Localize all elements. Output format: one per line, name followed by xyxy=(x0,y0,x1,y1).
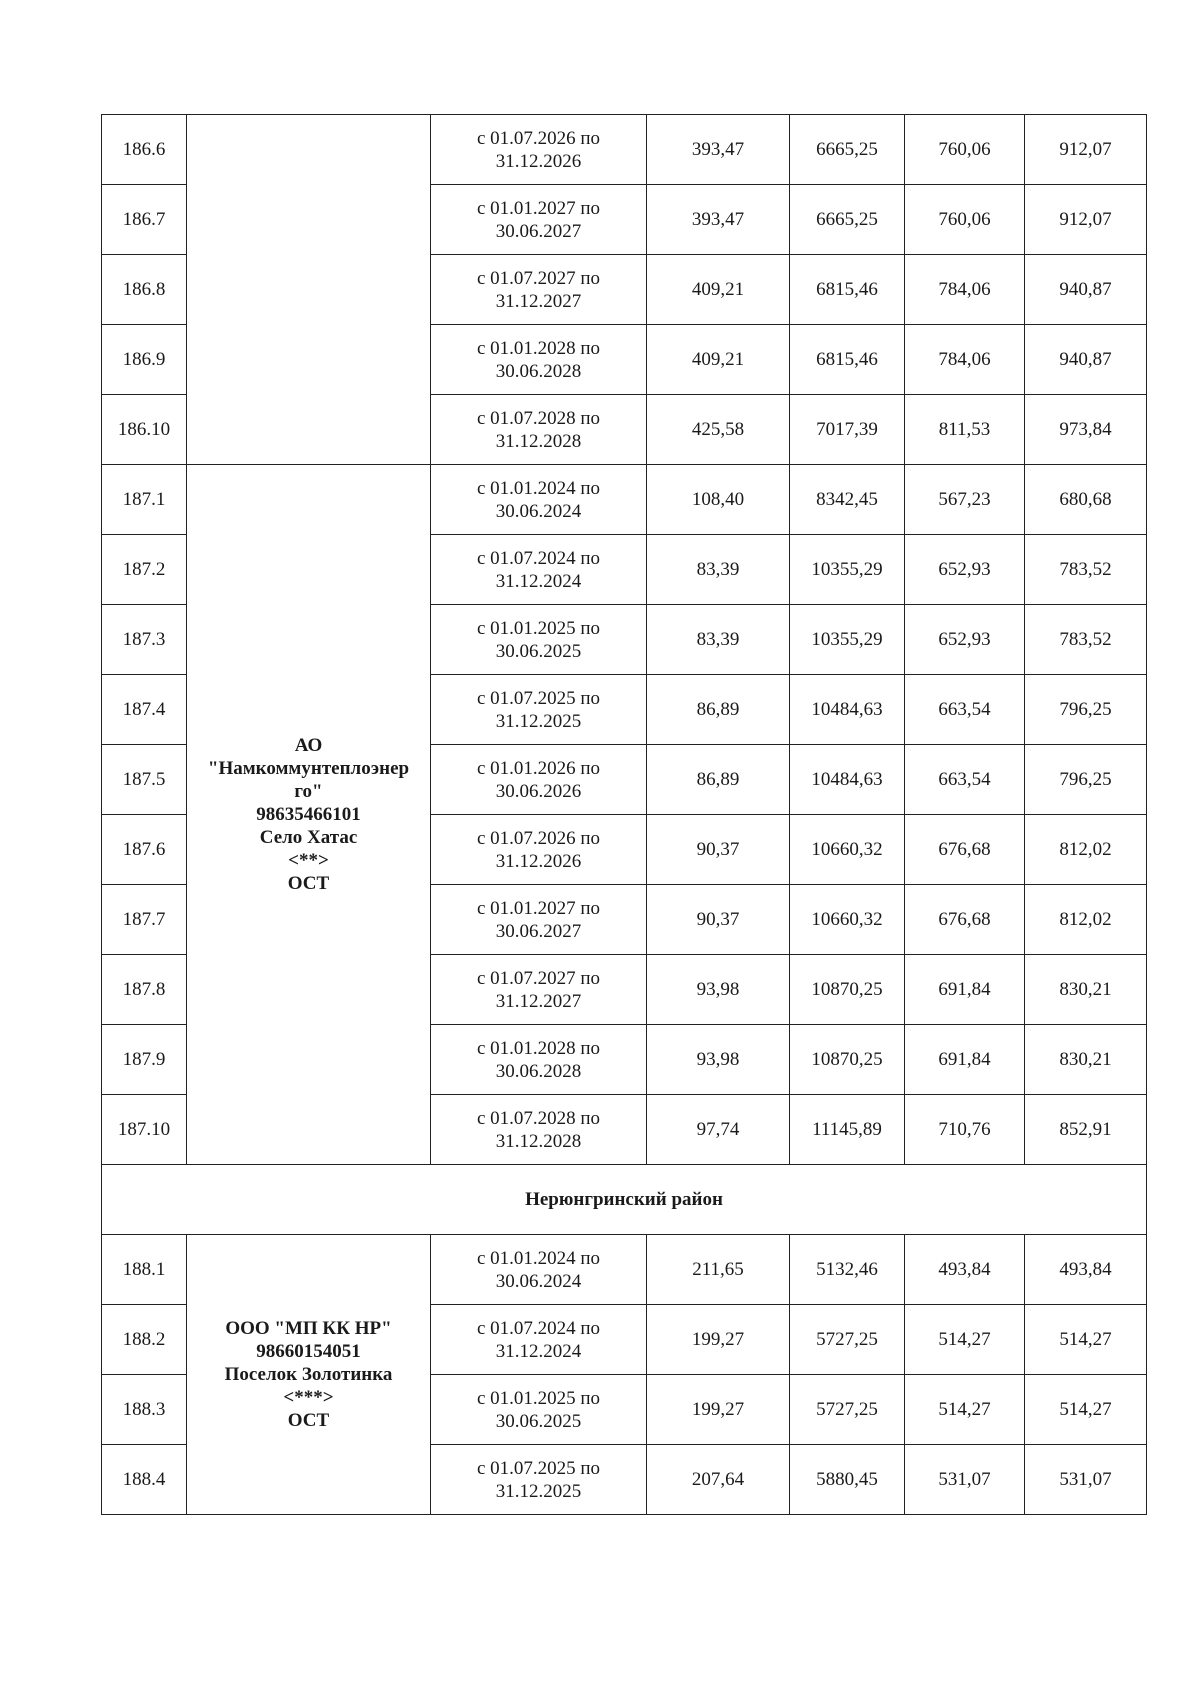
period-cell xyxy=(431,955,647,1025)
period-end: 31.12.2025 xyxy=(495,1480,582,1502)
period-cell xyxy=(431,255,647,325)
value-cell-3: 811,53 xyxy=(905,395,1025,465)
value-cell-2: 11145,89 xyxy=(790,1095,905,1165)
period-cell xyxy=(431,1305,647,1375)
period-start: с 01.01.2025 по xyxy=(476,617,601,639)
row-number: 187.3 xyxy=(102,605,187,675)
value-cell-4: 812,02 xyxy=(1025,815,1147,885)
value-cell-1: 83,39 xyxy=(647,605,790,675)
value-cell-1: 86,89 xyxy=(647,675,790,745)
value-cell-4: 514,27 xyxy=(1025,1305,1147,1375)
value-cell-3: 691,84 xyxy=(905,1025,1025,1095)
row-number: 188.1 xyxy=(102,1235,187,1305)
value-cell-1: 393,47 xyxy=(647,115,790,185)
organization-line: 98635466101 xyxy=(256,804,361,825)
organization-line: ОСТ xyxy=(287,873,330,894)
value-cell-3: 652,93 xyxy=(905,535,1025,605)
value-cell-4: 852,91 xyxy=(1025,1095,1147,1165)
value-cell-2: 6665,25 xyxy=(790,115,905,185)
value-cell-4: 912,07 xyxy=(1025,185,1147,255)
value-cell-1: 409,21 xyxy=(647,325,790,395)
value-cell-1: 207,64 xyxy=(647,1445,790,1515)
value-cell-1: 90,37 xyxy=(647,815,790,885)
section-row xyxy=(102,1165,1147,1235)
row-number: 187.10 xyxy=(102,1095,187,1165)
period-start: с 01.01.2024 по xyxy=(476,477,601,499)
period-start: с 01.01.2028 по xyxy=(476,1037,601,1059)
period-cell xyxy=(431,1025,647,1095)
value-cell-4: 830,21 xyxy=(1025,955,1147,1025)
period-start: с 01.01.2025 по xyxy=(476,1387,601,1409)
period-start: с 01.01.2027 по xyxy=(476,197,601,219)
value-cell-1: 108,40 xyxy=(647,465,790,535)
period-start: с 01.01.2028 по xyxy=(476,337,601,359)
section-title: Нерюнгринский район xyxy=(102,1165,1147,1235)
row-number: 186.7 xyxy=(102,185,187,255)
value-cell-3: 676,68 xyxy=(905,815,1025,885)
period-cell xyxy=(431,745,647,815)
period-start: с 01.07.2027 по xyxy=(476,967,601,989)
value-cell-2: 8342,45 xyxy=(790,465,905,535)
period-cell xyxy=(431,1445,647,1515)
period-cell xyxy=(431,535,647,605)
value-cell-2: 10484,63 xyxy=(790,675,905,745)
value-cell-3: 663,54 xyxy=(905,675,1025,745)
organization-line: Поселок Золотинка xyxy=(224,1364,393,1385)
value-cell-1: 211,65 xyxy=(647,1235,790,1305)
period-cell xyxy=(431,675,647,745)
value-cell-2: 6815,46 xyxy=(790,325,905,395)
value-cell-2: 10660,32 xyxy=(790,885,905,955)
value-cell-4: 531,07 xyxy=(1025,1445,1147,1515)
value-cell-1: 90,37 xyxy=(647,885,790,955)
period-start: с 01.07.2024 по xyxy=(476,547,601,569)
value-cell-3: 531,07 xyxy=(905,1445,1025,1515)
period-end: 31.12.2027 xyxy=(495,990,582,1012)
period-end: 31.12.2026 xyxy=(495,850,582,872)
value-cell-1: 97,74 xyxy=(647,1095,790,1165)
value-cell-4: 830,21 xyxy=(1025,1025,1147,1095)
value-cell-2: 7017,39 xyxy=(790,395,905,465)
period-end: 31.12.2024 xyxy=(495,570,582,592)
period-start: с 01.07.2027 по xyxy=(476,267,601,289)
row-number: 188.2 xyxy=(102,1305,187,1375)
value-cell-3: 784,06 xyxy=(905,255,1025,325)
period-cell xyxy=(431,185,647,255)
value-cell-4: 796,25 xyxy=(1025,745,1147,815)
period-cell xyxy=(431,1235,647,1305)
row-number: 186.8 xyxy=(102,255,187,325)
organization-line: ОСТ xyxy=(287,1410,330,1431)
value-cell-1: 409,21 xyxy=(647,255,790,325)
row-number: 187.1 xyxy=(102,465,187,535)
value-cell-3: 514,27 xyxy=(905,1305,1025,1375)
period-start: с 01.07.2025 по xyxy=(476,687,601,709)
period-start: с 01.07.2024 по xyxy=(476,1317,601,1339)
value-cell-1: 393,47 xyxy=(647,185,790,255)
row-number: 187.6 xyxy=(102,815,187,885)
period-end: 31.12.2027 xyxy=(495,290,582,312)
period-end: 30.06.2024 xyxy=(495,1270,582,1292)
period-cell xyxy=(431,115,647,185)
row-number: 186.9 xyxy=(102,325,187,395)
value-cell-4: 973,84 xyxy=(1025,395,1147,465)
value-cell-4: 783,52 xyxy=(1025,605,1147,675)
period-end: 30.06.2028 xyxy=(495,360,582,382)
period-cell xyxy=(431,815,647,885)
organization-line: <***> xyxy=(283,1387,334,1408)
period-start: с 01.07.2025 по xyxy=(476,1457,601,1479)
value-cell-4: 783,52 xyxy=(1025,535,1147,605)
value-cell-3: 784,06 xyxy=(905,325,1025,395)
organization-line: АО xyxy=(294,735,323,756)
value-cell-1: 199,27 xyxy=(647,1305,790,1375)
value-cell-4: 796,25 xyxy=(1025,675,1147,745)
table-row xyxy=(102,465,1147,535)
value-cell-2: 10870,25 xyxy=(790,955,905,1025)
period-start: с 01.01.2024 по xyxy=(476,1247,601,1269)
organization-cell xyxy=(187,115,431,465)
value-cell-3: 760,06 xyxy=(905,185,1025,255)
table-body xyxy=(102,115,1147,1515)
value-cell-4: 940,87 xyxy=(1025,325,1147,395)
value-cell-3: 493,84 xyxy=(905,1235,1025,1305)
value-cell-4: 514,27 xyxy=(1025,1375,1147,1445)
value-cell-3: 760,06 xyxy=(905,115,1025,185)
value-cell-2: 10355,29 xyxy=(790,535,905,605)
value-cell-1: 86,89 xyxy=(647,745,790,815)
row-number: 187.8 xyxy=(102,955,187,1025)
value-cell-2: 6815,46 xyxy=(790,255,905,325)
period-start: с 01.07.2028 по xyxy=(476,1107,601,1129)
value-cell-2: 10660,32 xyxy=(790,815,905,885)
row-number: 186.6 xyxy=(102,115,187,185)
period-end: 30.06.2025 xyxy=(495,1410,582,1432)
period-cell xyxy=(431,885,647,955)
value-cell-3: 663,54 xyxy=(905,745,1025,815)
value-cell-2: 10355,29 xyxy=(790,605,905,675)
row-number: 188.3 xyxy=(102,1375,187,1445)
row-number: 187.4 xyxy=(102,675,187,745)
value-cell-4: 912,07 xyxy=(1025,115,1147,185)
period-cell xyxy=(431,1095,647,1165)
period-cell xyxy=(431,465,647,535)
table-row xyxy=(102,115,1147,185)
period-end: 31.12.2024 xyxy=(495,1340,582,1362)
period-cell xyxy=(431,1375,647,1445)
value-cell-2: 5727,25 xyxy=(790,1375,905,1445)
period-start: с 01.01.2026 по xyxy=(476,757,601,779)
period-end: 30.06.2028 xyxy=(495,1060,582,1082)
period-cell xyxy=(431,605,647,675)
value-cell-3: 710,76 xyxy=(905,1095,1025,1165)
row-number: 187.2 xyxy=(102,535,187,605)
period-start: с 01.07.2026 по xyxy=(476,127,601,149)
period-start: с 01.07.2028 по xyxy=(476,407,601,429)
period-cell xyxy=(431,325,647,395)
value-cell-2: 10870,25 xyxy=(790,1025,905,1095)
value-cell-2: 5727,25 xyxy=(790,1305,905,1375)
value-cell-4: 940,87 xyxy=(1025,255,1147,325)
period-end: 31.12.2026 xyxy=(495,150,582,172)
organization-line: "Намкоммунтеплоэнер xyxy=(207,758,410,779)
period-end: 31.12.2028 xyxy=(495,430,582,452)
value-cell-3: 567,23 xyxy=(905,465,1025,535)
value-cell-3: 676,68 xyxy=(905,885,1025,955)
period-end: 30.06.2027 xyxy=(495,220,582,242)
table-row xyxy=(102,1235,1147,1305)
value-cell-4: 680,68 xyxy=(1025,465,1147,535)
period-start: с 01.01.2027 по xyxy=(476,897,601,919)
organization-line: го" xyxy=(294,781,323,802)
value-cell-3: 652,93 xyxy=(905,605,1025,675)
period-cell xyxy=(431,395,647,465)
organization-line: <**> xyxy=(288,850,329,871)
value-cell-1: 93,98 xyxy=(647,1025,790,1095)
period-end: 30.06.2024 xyxy=(495,500,582,522)
organization-line: 98660154051 xyxy=(256,1341,361,1362)
period-start: с 01.07.2026 по xyxy=(476,827,601,849)
row-number: 187.7 xyxy=(102,885,187,955)
value-cell-4: 812,02 xyxy=(1025,885,1147,955)
tariff-table xyxy=(101,114,1147,1515)
organization-cell xyxy=(187,465,431,1165)
row-number: 186.10 xyxy=(102,395,187,465)
value-cell-2: 5132,46 xyxy=(790,1235,905,1305)
value-cell-1: 83,39 xyxy=(647,535,790,605)
period-end: 30.06.2026 xyxy=(495,780,582,802)
value-cell-2: 10484,63 xyxy=(790,745,905,815)
row-number: 187.5 xyxy=(102,745,187,815)
value-cell-3: 691,84 xyxy=(905,955,1025,1025)
period-end: 30.06.2027 xyxy=(495,920,582,942)
period-end: 31.12.2025 xyxy=(495,710,582,732)
value-cell-1: 425,58 xyxy=(647,395,790,465)
row-number: 187.9 xyxy=(102,1025,187,1095)
value-cell-2: 6665,25 xyxy=(790,185,905,255)
organization-line: ООО "МП КК НР" xyxy=(225,1318,392,1339)
value-cell-2: 5880,45 xyxy=(790,1445,905,1515)
organization-cell xyxy=(187,1235,431,1515)
value-cell-1: 199,27 xyxy=(647,1375,790,1445)
value-cell-4: 493,84 xyxy=(1025,1235,1147,1305)
period-end: 31.12.2028 xyxy=(495,1130,582,1152)
value-cell-3: 514,27 xyxy=(905,1375,1025,1445)
row-number: 188.4 xyxy=(102,1445,187,1515)
value-cell-1: 93,98 xyxy=(647,955,790,1025)
period-end: 30.06.2025 xyxy=(495,640,582,662)
organization-line: Село Хатас xyxy=(259,827,358,848)
